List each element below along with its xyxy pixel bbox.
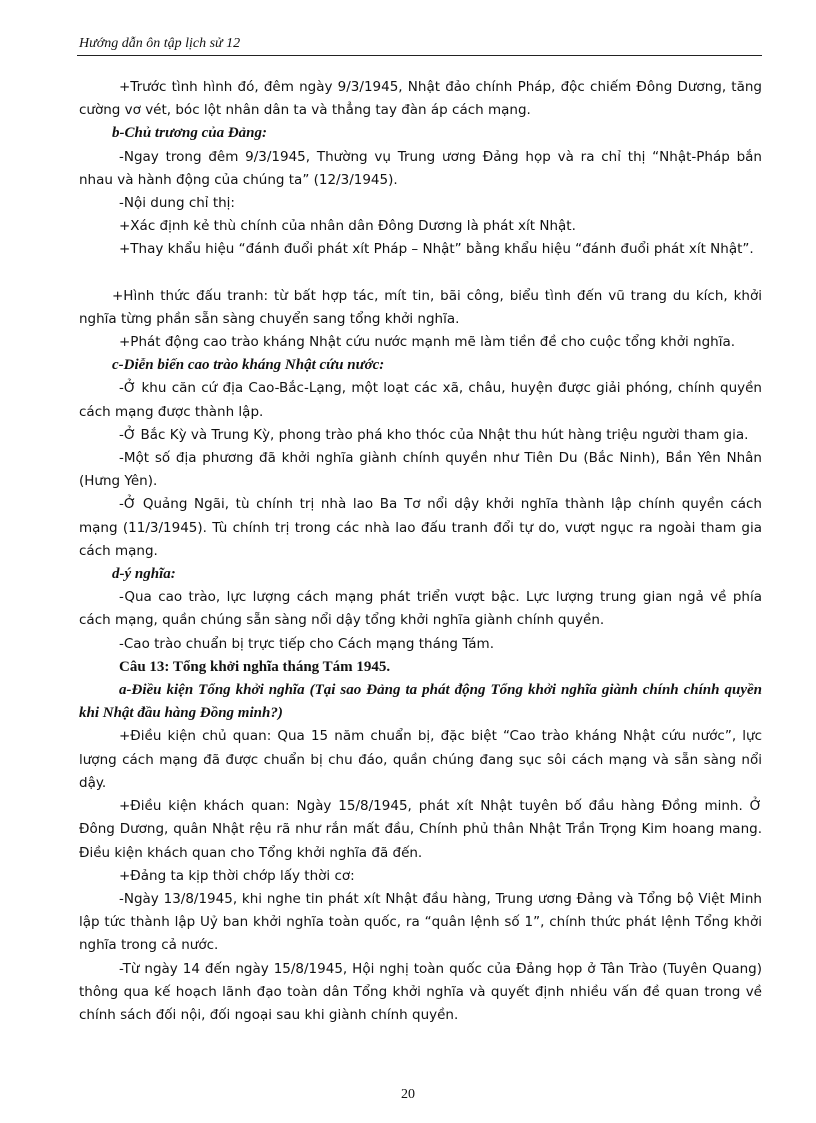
question-13-heading: Câu 13: Tổng khởi nghĩa tháng Tám 1945. <box>119 658 391 675</box>
blank-gap <box>79 262 762 285</box>
paragraph: -Cao trào chuẩn bị trực tiếp cho Cách mạng tháng Tám. <box>119 635 494 652</box>
paragraph: -Ở Bắc Kỳ và Trung Kỳ, phong trào phá kho thóc của Nhật thu hút hàng triệu người tham gia. <box>119 426 749 443</box>
paragraph: +Thay khẩu hiệu “đánh đuổi phát xít Pháp – Nhật” bằng khẩu hiệu “đánh đuổi phát xít Nhật”. <box>119 241 754 258</box>
paragraph: +Xác định kẻ thù chính của nhân dân Đông Dương là phát xít Nhật. <box>119 218 576 235</box>
running-header: Hướng dẫn ôn tập lịch sử 12 <box>79 36 241 51</box>
header-rule <box>77 55 762 56</box>
section-heading-b: b-Chủ trương của Đảng: <box>112 125 267 142</box>
paragraph: -Nội dung chỉ thị: <box>119 195 235 212</box>
paragraph: -Ngay trong đêm 9/3/1945, Thường vụ Trung ương Đảng họp và ra chỉ thị “Nhật-Pháp bắn nhau và hành động của chúng ta” (12/3/1945). <box>79 148 762 188</box>
document-body <box>79 76 762 1027</box>
paragraph: +Điều kiện chủ quan: Qua 15 năm chuẩn bị, đặc biệt “Cao trào kháng Nhật cứu nước”, lực lượng cách mạng đã được chuẩn bị chu đáo, quần chúng đang sục sôi cách mạng và sẵn sàng nổi dậy. <box>79 728 762 791</box>
section-heading-d: d-ý nghĩa: <box>112 566 176 583</box>
paragraph: +Điều kiện khách quan: Ngày 15/8/1945, phát xít Nhật tuyên bố đầu hàng Đồng minh. Ở Đông Dương, quân Nhật rệu rã như rắn mất đầu, Chính phủ thân Nhật Trần Trọng Kim hoang mang. Điều kiện khách quan cho Tổng khởi nghĩa đã đến. <box>79 798 762 861</box>
paragraph: +Hình thức đấu tranh: từ bất hợp tác, mít tin, bãi công, biểu tình đến vũ trang du kích, khởi nghĩa từng phần sẵn sàng chuyển sang tổng khởi nghĩa. <box>79 287 762 327</box>
page-number: 20 <box>401 1087 415 1102</box>
paragraph: -Ngày 13/8/1945, khi nghe tin phát xít Nhật đầu hàng, Trung ương Đảng và Tổng bộ Việt Minh lập tức thành lập Uỷ ban khởi nghĩa toàn quốc, ra “quân lệnh số 1”, chính thức phát lệnh Tổng khởi nghĩa trong cả nước. <box>79 890 762 954</box>
paragraph: +Phát động cao trào kháng Nhật cứu nước mạnh mẽ làm tiền đề cho cuộc tổng khởi nghĩa. <box>119 334 736 351</box>
paragraph: -Một số địa phương đã khởi nghĩa giành chính quyền như Tiên Du (Bắc Ninh), Bần Yên Nhân (Hưng Yên). <box>79 450 762 490</box>
paragraph: +Trước tình hình đó, đêm ngày 9/3/1945, Nhật đảo chính Pháp, độc chiếm Đông Dương, tăng cường vơ vét, bóc lột nhân dân ta và thẳng tay đàn áp cách mạng. <box>79 79 762 119</box>
paragraph: -Ở Quảng Ngãi, tù chính trị nhà lao Ba Tơ nổi dậy khởi nghĩa thành lập chính quyền cách mạng (11/3/1945). Tù chính trị trong các nhà lao đấu tranh đổi tự do, vượt ngục ra ngoài tham gia cách mạng. <box>79 496 762 559</box>
paragraph: -Từ ngày 14 đến ngày 15/8/1945, Hội nghị toàn quốc của Đảng họp ở Tân Trào (Tuyên Quang) thông qua kế hoạch lãnh đạo toàn dân Tổng khởi nghĩa và quyết định nhiều vấn đề quan trong về chính sách đối nội, đối ngoại sau khi giành chính quyền. <box>79 960 762 1023</box>
paragraph: -Qua cao trào, lực lượng cách mạng phát triển vượt bậc. Lực lượng trung gian ngả về phía cách mạng, quần chúng sẵn sàng nổi dậy tổng khởi nghĩa giành chính quyền. <box>79 589 762 629</box>
section-heading-c: c-Diễn biến cao trào kháng Nhật cứu nước: <box>112 357 385 374</box>
paragraph: +Đảng ta kịp thời chớp lấy thời cơ: <box>119 867 355 884</box>
section-heading-a: a-Điều kiện Tổng khởi nghĩa (Tại sao Đảng ta phát động Tổng khởi nghĩa giành chính chính quyền khi Nhật đầu hàng Đồng minh?) <box>79 682 762 722</box>
paragraph: -Ở khu căn cứ địa Cao-Bắc-Lạng, một loạt các xã, châu, huyện được giải phóng, chính quyền cách mạng được thành lập. <box>79 380 762 420</box>
